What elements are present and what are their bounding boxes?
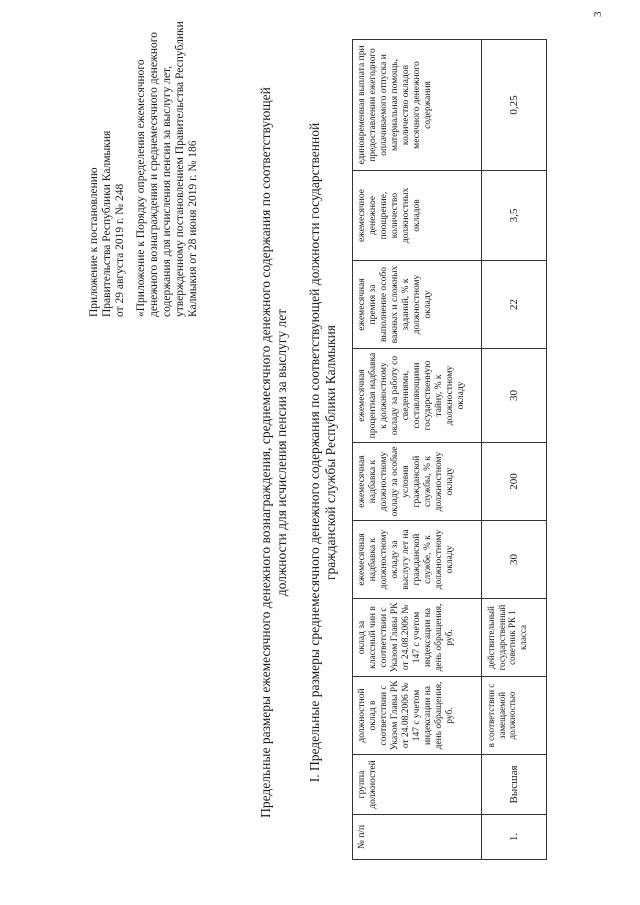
appendix-line-2: Правительства Республики Калмыкия [101,130,113,317]
header-cell: оклад за классный чин в соответствии с Указом Главы РК от 24.08.2006 № 147 с учетом индексации на день обращения, руб. [353,599,482,677]
cell-group: Высшая [482,755,547,815]
appendix-line-3: от 29 августа 2019 г. № 248 [114,183,126,317]
cell-num: 1. [482,815,547,860]
page-number: 3 [592,11,604,17]
document-title: Предельные размеры ежемесячного денежного вознаграждения, среднемесячного денежного содержания по соответствующей должности для исчисления пенсии за выслугу лет [258,87,289,818]
header-cell: № п/п [353,815,482,860]
cell-secret: 30 [482,349,547,443]
header-cell: ежемесячная надбавка к должностному окладу за выслугу лет на гражданской службе, % к должностному окладу [353,521,482,599]
cell-incentive: 3,5 [482,171,547,261]
header-cell: единовременная выплата при предоставлении ежегодного оплачиваемого отпуска и материальная помощь, количество окладов месячного денежного содержания [353,40,482,171]
cell-seniority: 30 [482,521,547,599]
header-cell: должностной оклад в соответствии с Указом Главы РК от 24.08.2006 № 147 с учетом индексации на день обращения, руб. [353,677,482,755]
header-cell: ежемесячная процентная надбавка к должностному окладу за работу со сведениями, составляющими государственную тайну, % к должностному окладу [353,349,482,443]
header-cell: ежемесячное денежное поощрение, количество должностных окладов [353,171,482,261]
table-row [482,40,547,860]
salary-limits-table [352,39,547,860]
cell-special-conditions: 200 [482,443,547,521]
cell-premium: 22 [482,261,547,349]
cell-salary: в соответствии с замещаемой должностью [482,677,547,755]
appendix-line-1: Приложение к постановлению [88,167,100,317]
cell-class-rank: действительный государственный советник РК 1 класса [482,599,547,677]
section-heading: I. Предельные размеры среднемесячного денежного содержания по соответствующей должности государственной гражданской службы Республики Калмыкия [307,122,338,783]
header-cell: ежемесячная премия за выполнение особо важных и сложных заданий, % к должностному окладу [353,261,482,349]
header-cell: группа должностей [353,755,482,815]
appendix-header [88,17,208,317]
header-cell: ежемесячная надбавка к должностному окладу за особые условия гражданской службы, % к должностному окладу [353,443,482,521]
table-header-row [353,40,482,860]
cell-lump-sum: 0,25 [482,40,547,171]
appendix-quote: «Приложение к Порядку определения ежемесячного денежного вознаграждения и среднемесячного денежного содержания для исчисления пенсии за выслугу лет, утвержденному постановлением Правительства Республики Калмыкия от 28 июня 2019 г. № 186 [135,21,199,317]
